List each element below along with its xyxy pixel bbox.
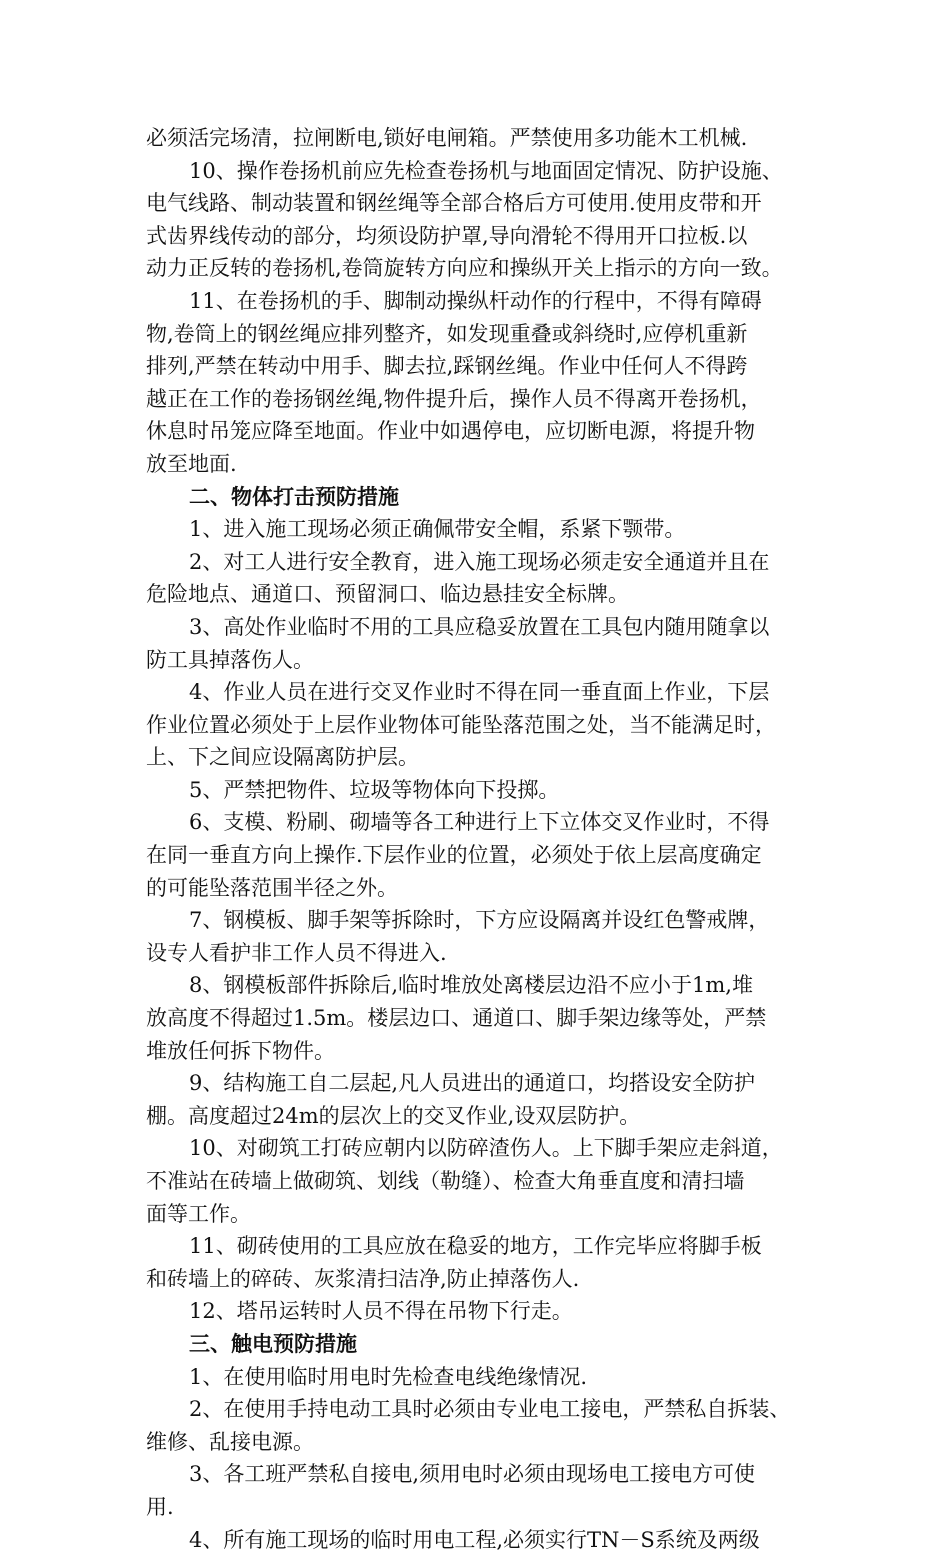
text-line: 棚。高度超过24m的层次上的交叉作业,设双层防护。 [146,1103,641,1128]
text-line: 的可能坠落范围半径之外。 [146,875,398,900]
section-heading: 二、物体打击预防措施 [189,483,399,509]
text-line: 1、进入施工现场必须正确佩带安全帽，系紧下颚带。 [189,517,686,542]
text-line: 电气线路、制动装置和钢丝绳等全部合格后方可使用.使用皮带和开 [146,191,762,216]
text-line: 放至地面. [146,451,237,476]
text-line: 动力正反转的卷扬机,卷筒旋转方向应和操纵开关上指示的方向一致。 [146,256,783,281]
section-heading: 三、触电预防措施 [189,1330,357,1356]
text-line: 必须活完场清，拉闸断电,锁好电闸箱。严禁使用多功能木工机械. [146,126,748,150]
document-body [146,122,826,1556]
text-line: 越正在工作的卷扬钢丝绳,物件提升后，操作人员不得离开卷扬机， [146,386,762,411]
text-line: 上、下之间应设隔离防护层。 [146,745,419,770]
text-line: 排列,严禁在转动中用手、脚去拉,踩钢丝绳。作业中任何人不得跨 [146,354,748,379]
text-line: 4、作业人员在进行交叉作业时不得在同一垂直面上作业，下层 [189,680,770,705]
text-line: 5、严禁把物件、垃圾等物体向下投掷。 [189,777,560,802]
text-line: 不准站在砖墙上做砌筑、划线（勒缝）、检查大角垂直度和清扫墙 [146,1169,745,1193]
text-line: 3、高处作业临时不用的工具应稳妥放置在工具包内随用随拿以 [189,614,770,639]
text-line: 10、操作卷扬机前应先检查卷扬机与地面固定情况、防护设施、 [189,158,783,183]
text-line: 物,卷筒上的钢丝绳应排列整齐，如发现重叠或斜绕时,应停机重新 [146,321,748,346]
text-line: 面等工作。 [146,1201,251,1226]
text-line: 式齿界线传动的部分，均须设防护罩,导向滑轮不得用开口拉板.以 [146,223,748,248]
text-line: 和砖墙上的碎砖、灰浆清扫洁净,防止掉落伤人. [146,1266,580,1291]
text-line: 7、钢模板、脚手架等拆除时，下方应设隔离并设红色警戒牌， [189,908,770,933]
text-line: 6、支模、粉刷、砌墙等各工种进行上下立体交叉作业时，不得 [189,810,770,835]
text-line: 设专人看护非工作人员不得进入. [146,940,447,965]
text-line: 放高度不得超过1.5m。楼层边口、通道口、脚手架边缘等处，严禁 [146,1006,767,1031]
text-line: 危险地点、通道口、预留洞口、临边悬挂安全标牌。 [146,582,629,607]
text-line: 8、钢模板部件拆除后,临时堆放处离楼层边沿不应小于1m,堆 [189,973,753,998]
text-line: 在同一垂直方向上操作.下层作业的位置，必须处于依上层高度确定 [146,843,762,868]
text-line: 12、塔吊运转时人员不得在吊物下行走。 [189,1299,573,1324]
text-line: 11、在卷扬机的手、脚制动操纵杆动作的行程中，不得有障碍 [189,288,762,313]
text-line: 9、结构施工自二层起,凡人员进出的通道口，均搭设安全防护 [189,1071,756,1096]
text-line: 2、在使用手持电动工具时必须由专业电工接电，严禁私自拆装、 [189,1397,791,1422]
text-line: 11、砌砖使用的工具应放在稳妥的地方，工作完毕应将脚手板 [189,1234,762,1259]
text-line: 3、各工班严禁私自接电,须用电时必须由现场电工接电方可使 [189,1462,756,1487]
text-line: 2、对工人进行安全教育，进入施工现场必须走安全通道并且在 [189,549,770,574]
text-line: 10、对砌筑工打砖应朝内以防碎渣伤人。上下脚手架应走斜道， [189,1136,783,1161]
text-line: 用. [146,1494,174,1519]
text-line: 维修、乱接电源。 [146,1429,314,1454]
text-line: 作业位置必须处于上层作业物体可能坠落范围之处，当不能满足时， [146,712,776,737]
text-line: 1、在使用临时用电时先检查电线绝缘情况. [189,1364,588,1389]
text-line: 4、所有施工现场的临时用电工程,必须实行TN－S系统及两级 [189,1527,760,1552]
text-line: 防工具掉落伤人。 [146,647,314,672]
text-line: 休息时吊笼应降至地面。作业中如遇停电，应切断电源，将提升物 [146,419,755,444]
text-line: 堆放任何拆下物件。 [146,1038,335,1063]
